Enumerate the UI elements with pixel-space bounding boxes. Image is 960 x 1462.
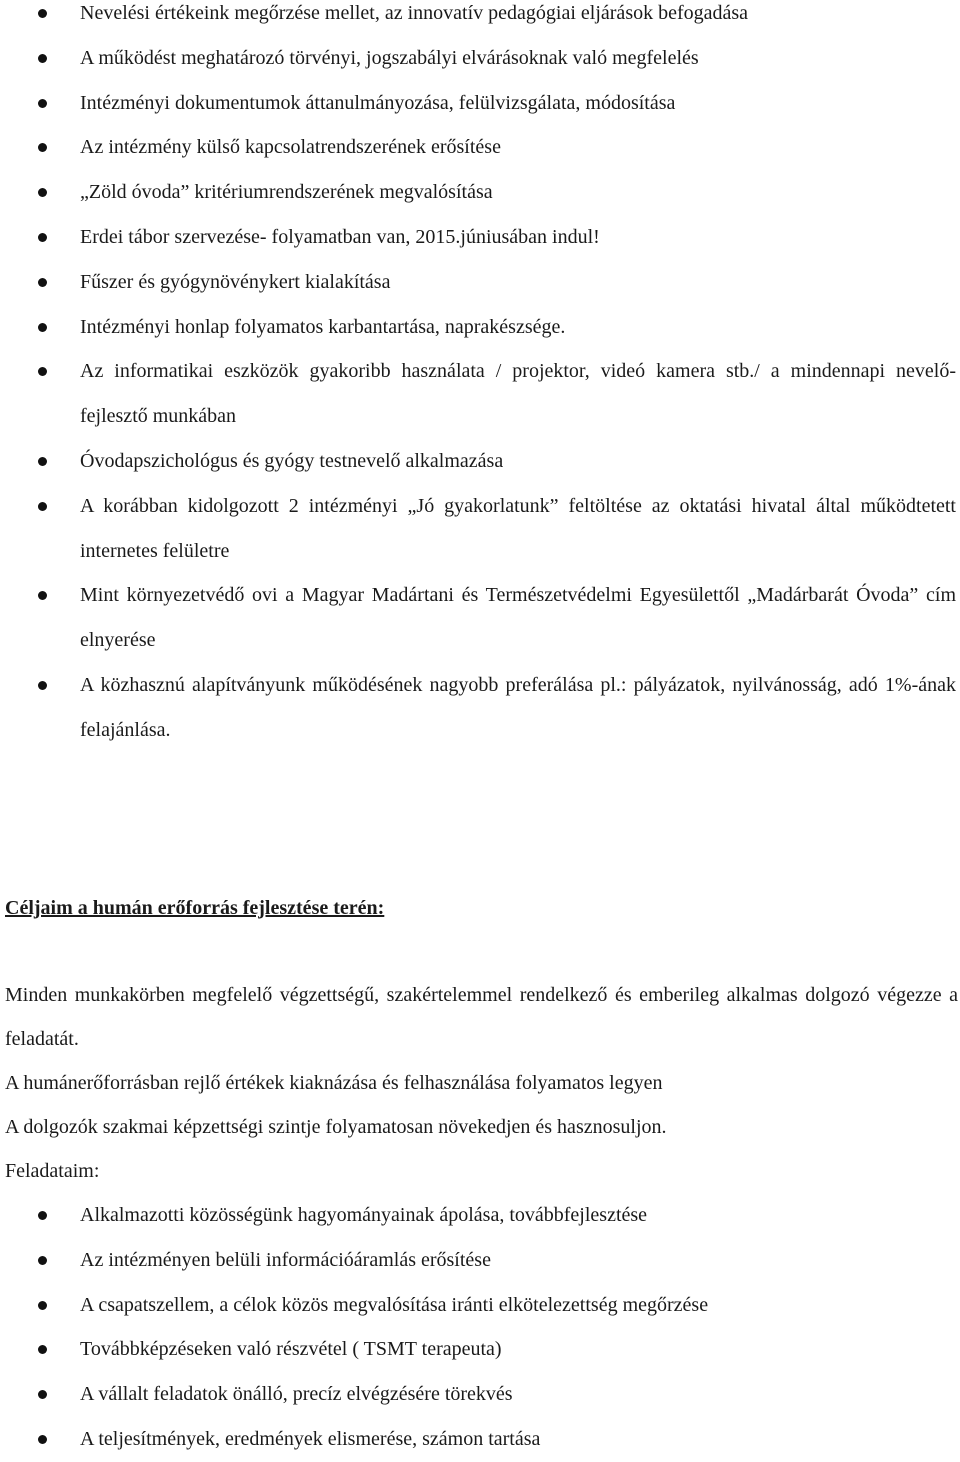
list-item: [0, 1372, 958, 1417]
bullet-icon: [38, 9, 47, 18]
list-item: [0, 349, 958, 439]
bullet-icon: [38, 502, 47, 511]
list-item: [0, 1238, 958, 1283]
list-item-text: „Zöld óvoda” kritériumrendszerének megvalósítása: [80, 181, 493, 204]
list-item-text: Erdei tábor szervezése- folyamatban van, 2015.júniusában indul!: [80, 225, 600, 248]
bullet-icon: [38, 233, 47, 242]
list-item: [0, 1327, 958, 1372]
list-item: [0, 170, 958, 215]
paragraph: Minden munkakörben megfelelő végzettségű, szakértelemmel rendelkező és emberileg alkalmas dolgozó végezze a feladatát.: [5, 984, 958, 1050]
list-item-text: A közhasznú alapítványunk működésének nagyobb preferálása pl.: pályázatok, nyilvánosság, adó 1%-ának felajánlása.: [80, 673, 956, 741]
bullet-icon: [38, 1435, 47, 1444]
list-item-text: Intézményi dokumentumok áttanulmányozása, felülvizsgálata, módosítása: [80, 91, 676, 114]
list-item: [0, 260, 958, 305]
bullet-icon: [38, 278, 47, 287]
bullet-icon: [38, 1390, 47, 1399]
list-item: [0, 0, 958, 36]
bullet-icon: [38, 99, 47, 108]
bullet-icon: [38, 1256, 47, 1265]
body-paragraphs: [5, 973, 958, 1193]
list-item-text: Intézményi honlap folyamatos karbantartása, naprakészsége.: [80, 315, 566, 338]
list-item: [0, 36, 958, 81]
list-item-text: Mint környezetvédő ovi a Magyar Madártani és Természetvédelmi Egyesülettől „Madárbarát Óvoda” cím elnyerése: [80, 584, 956, 652]
bullet-icon: [38, 188, 47, 197]
list-item-text: Az informatikai eszközök gyakoribb használata / projektor, videó kamera stb./ a mindennapi nevelő- fejlesztő munkában: [80, 360, 956, 428]
paragraph: A dolgozók szakmai képzettségi szintje folyamatosan növekedjen és hasznosuljon.: [5, 1116, 667, 1138]
list-item-text: A vállalt feladatok önálló, precíz elvégzésére törekvés: [80, 1383, 513, 1406]
paragraph: A humánerőforrásban rejlő értékek kiaknázása és felhasználása folyamatos legyen: [5, 1072, 663, 1094]
list-item-text: A korábban kidolgozott 2 intézményi „Jó gyakorlatunk” feltöltése az oktatási hivatal által működtetett internetes felületre: [80, 494, 956, 562]
list-item: [0, 1417, 958, 1462]
bullet-icon: [38, 54, 47, 63]
bullet-icon: [38, 1301, 47, 1310]
list-item-text: Óvodapszichológus és gyógy testnevelő alkalmazása: [80, 449, 504, 472]
bullet-icon: [38, 681, 47, 690]
list-item-text: A teljesítmények, eredmények elismerése, számon tartása: [80, 1427, 541, 1450]
list-item: [0, 215, 958, 260]
list-item-text: Fűszer és gyógynövénykert kialakítása: [80, 270, 391, 293]
list-item-text: Továbbképzéseken való részvétel ( TSMT terapeuta): [80, 1338, 502, 1361]
tasks-label: Feladataim:: [5, 1160, 100, 1182]
bullet-icon: [38, 1211, 47, 1220]
bullet-icon: [38, 457, 47, 466]
bullet-icon: [38, 591, 47, 600]
list-item-text: Nevelési értékeink megőrzése mellet, az innovatív pedagógiai eljárások befogadása: [80, 2, 749, 24]
list-item-text: A működést meghatározó törvényi, jogszabályi elvárásoknak való megfelelés: [80, 46, 699, 69]
list-item-text: A csapatszellem, a célok közös megvalósítása iránti elkötelezettség megőrzése: [80, 1293, 709, 1316]
bullet-icon: [38, 367, 47, 376]
section-heading: Céljaim a humán erőforrás fejlesztése terén:: [5, 897, 385, 919]
list-item-text: Az intézményen belüli információáramlás erősítése: [80, 1248, 491, 1271]
list-item: [0, 439, 958, 484]
list-item: [0, 573, 958, 663]
list-item-text: Az intézmény külső kapcsolatrendszerének erősítése: [80, 136, 501, 159]
bullet-icon: [38, 1345, 47, 1354]
list-item-text: Alkalmazotti közösségünk hagyományainak ápolása, továbbfejlesztése: [80, 1204, 648, 1226]
list-item: [0, 1283, 958, 1328]
bullet-icon: [38, 323, 47, 332]
tasks-bullet-list: [0, 1193, 958, 1462]
list-item: [0, 1193, 958, 1238]
bullet-icon: [38, 143, 47, 152]
list-item: [0, 663, 958, 753]
list-item: [0, 305, 958, 350]
list-item: [0, 81, 958, 126]
list-item: [0, 125, 958, 170]
list-item: [0, 484, 958, 574]
